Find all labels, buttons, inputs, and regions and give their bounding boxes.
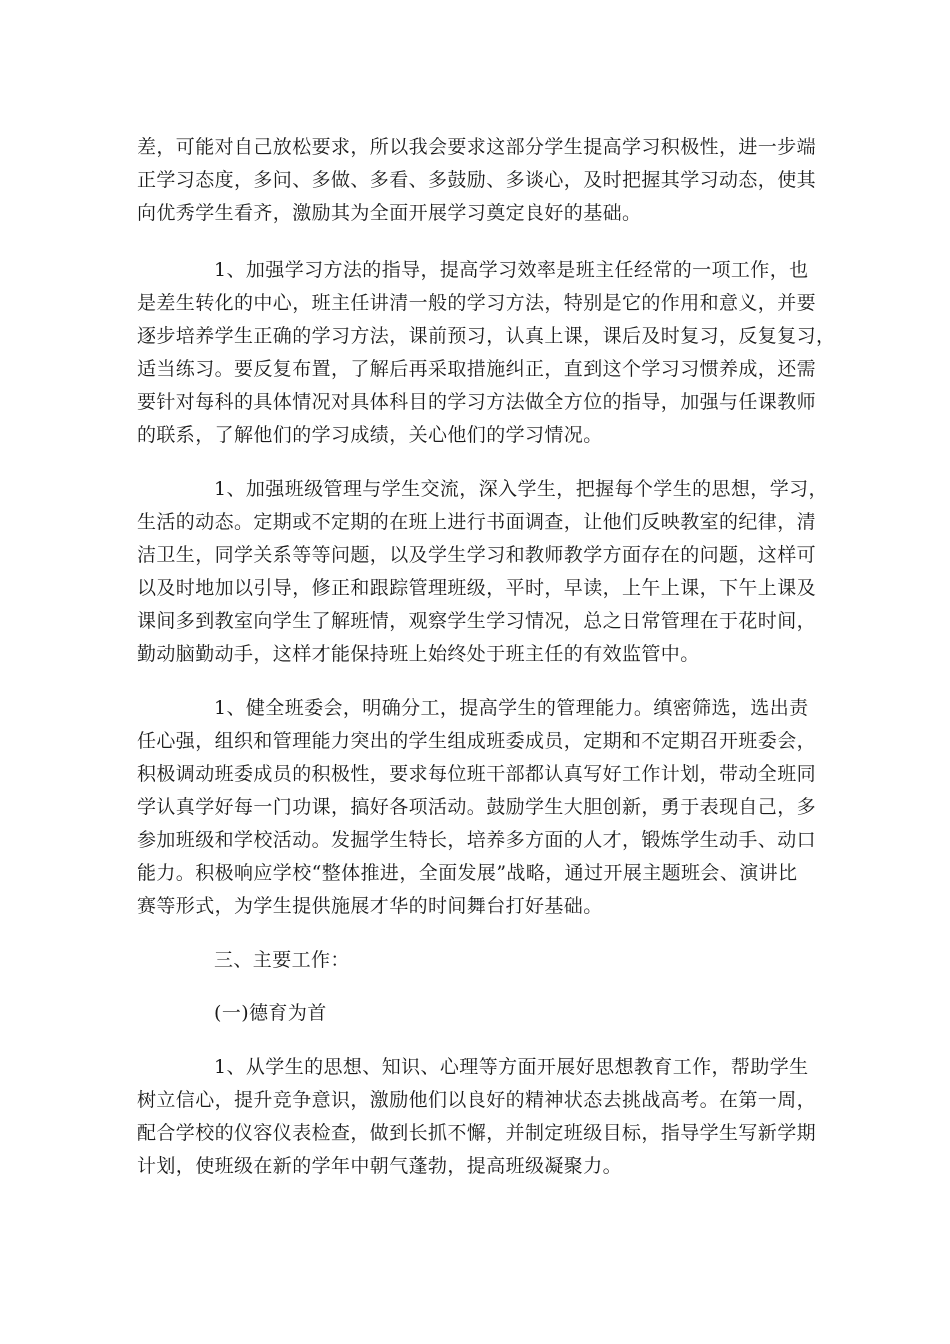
paragraph-continuation <box>137 131 827 230</box>
section-heading-main-work <box>137 944 827 977</box>
paragraph-class-committee <box>137 692 827 923</box>
text-line: 树立信心，提升竞争意识，激励他们以良好的精神状态去挑战高考。在第一周， <box>137 1089 817 1111</box>
text-line: 是差生转化的中心，班主任讲清一般的学习方法，特别是它的作用和意义，并要 <box>137 292 817 314</box>
text-line: 能力。积极响应学校“整体推进，全面发展”战略，通过开展主题班会、演讲比 <box>137 862 798 884</box>
text-line: 勤动脑勤动手，这样才能保持班上始终处于班主任的有效监管中。 <box>137 643 700 665</box>
text-line: 1、加强班级管理与学生交流，深入学生，把握每个学生的思想，学习， <box>214 478 828 500</box>
text-line: 向优秀学生看齐，激励其为全面开展学习奠定良好的基础。 <box>137 202 642 224</box>
text-line: 1、从学生的思想、知识、心理等方面开展好思想教育工作，帮助学生 <box>214 1056 809 1078</box>
text-line: 生活的动态。定期或不定期的在班上进行书面调查，让他们反映教室的纪律，清 <box>137 511 817 533</box>
paragraph-moral-education <box>137 1051 827 1183</box>
paragraph-class-management <box>137 473 827 671</box>
text-line: 1、加强学习方法的指导，提高学习效率是班主任经常的一项工作，也 <box>214 259 809 281</box>
text-line: 要针对每科的具体情况对具体科目的学习方法做全方位的指导，加强与任课教师 <box>137 391 817 413</box>
text-line: 课间多到教室向学生了解班情，观察学生学习情况，总之日常管理在于花时间， <box>137 610 817 632</box>
text-line: 以及时地加以引导，修正和跟踪管理班级，平时，早读，上午上课，下午上课及 <box>137 577 817 599</box>
text-line: 积极调动班委成员的积极性，要求每位班干部都认真写好工作计划，带动全班同 <box>137 763 817 785</box>
text-line: 正学习态度，多问、多做、多看、多鼓励、多谈心，及时把握其学习动态，使其 <box>137 169 817 191</box>
text-line: 赛等形式，为学生提供施展才华的时间舞台打好基础。 <box>137 895 603 917</box>
section-heading: 三、主要工作： <box>214 949 350 971</box>
text-line: 任心强，组织和管理能力突出的学生组成班委成员，定期和不定期召开班委会， <box>137 730 817 752</box>
text-line: 适当练习。要反复布置，了解后再采取措施纠正，直到这个学习习惯养成，还需 <box>137 358 817 380</box>
text-line: 1、健全班委会，明确分工，提高学生的管理能力。缜密筛选，选出责 <box>214 697 809 719</box>
subsection-heading-moral <box>137 997 827 1030</box>
text-line: 洁卫生，同学关系等等问题，以及学生学习和教师教学方面存在的问题，这样可 <box>137 544 817 566</box>
text-line: 的联系，了解他们的学习成绩，关心他们的学习情况。 <box>137 424 603 446</box>
subsection-heading: (一)德育为首 <box>214 1002 327 1024</box>
text-line: 差，可能对自己放松要求，所以我会要求这部分学生提高学习积极性，进一步端 <box>137 136 817 158</box>
text-line: 配合学校的仪容仪表检查，做到长抓不懈，并制定班级目标，指导学生写新学期 <box>137 1122 817 1144</box>
text-line: 学认真学好每一门功课，搞好各项活动。鼓励学生大胆创新，勇于表现自己，多 <box>137 796 817 818</box>
text-line: 参加班级和学校活动。发掘学生特长，培养多方面的人才，锻炼学生动手、动口 <box>137 829 817 851</box>
text-line: 逐步培养学生正确的学习方法，课前预习，认真上课，课后及时复习，反复复习， <box>137 325 836 347</box>
text-line: 计划，使班级在新的学年中朝气蓬勃，提高班级凝聚力。 <box>137 1155 623 1177</box>
paragraph-study-methods <box>137 254 836 452</box>
